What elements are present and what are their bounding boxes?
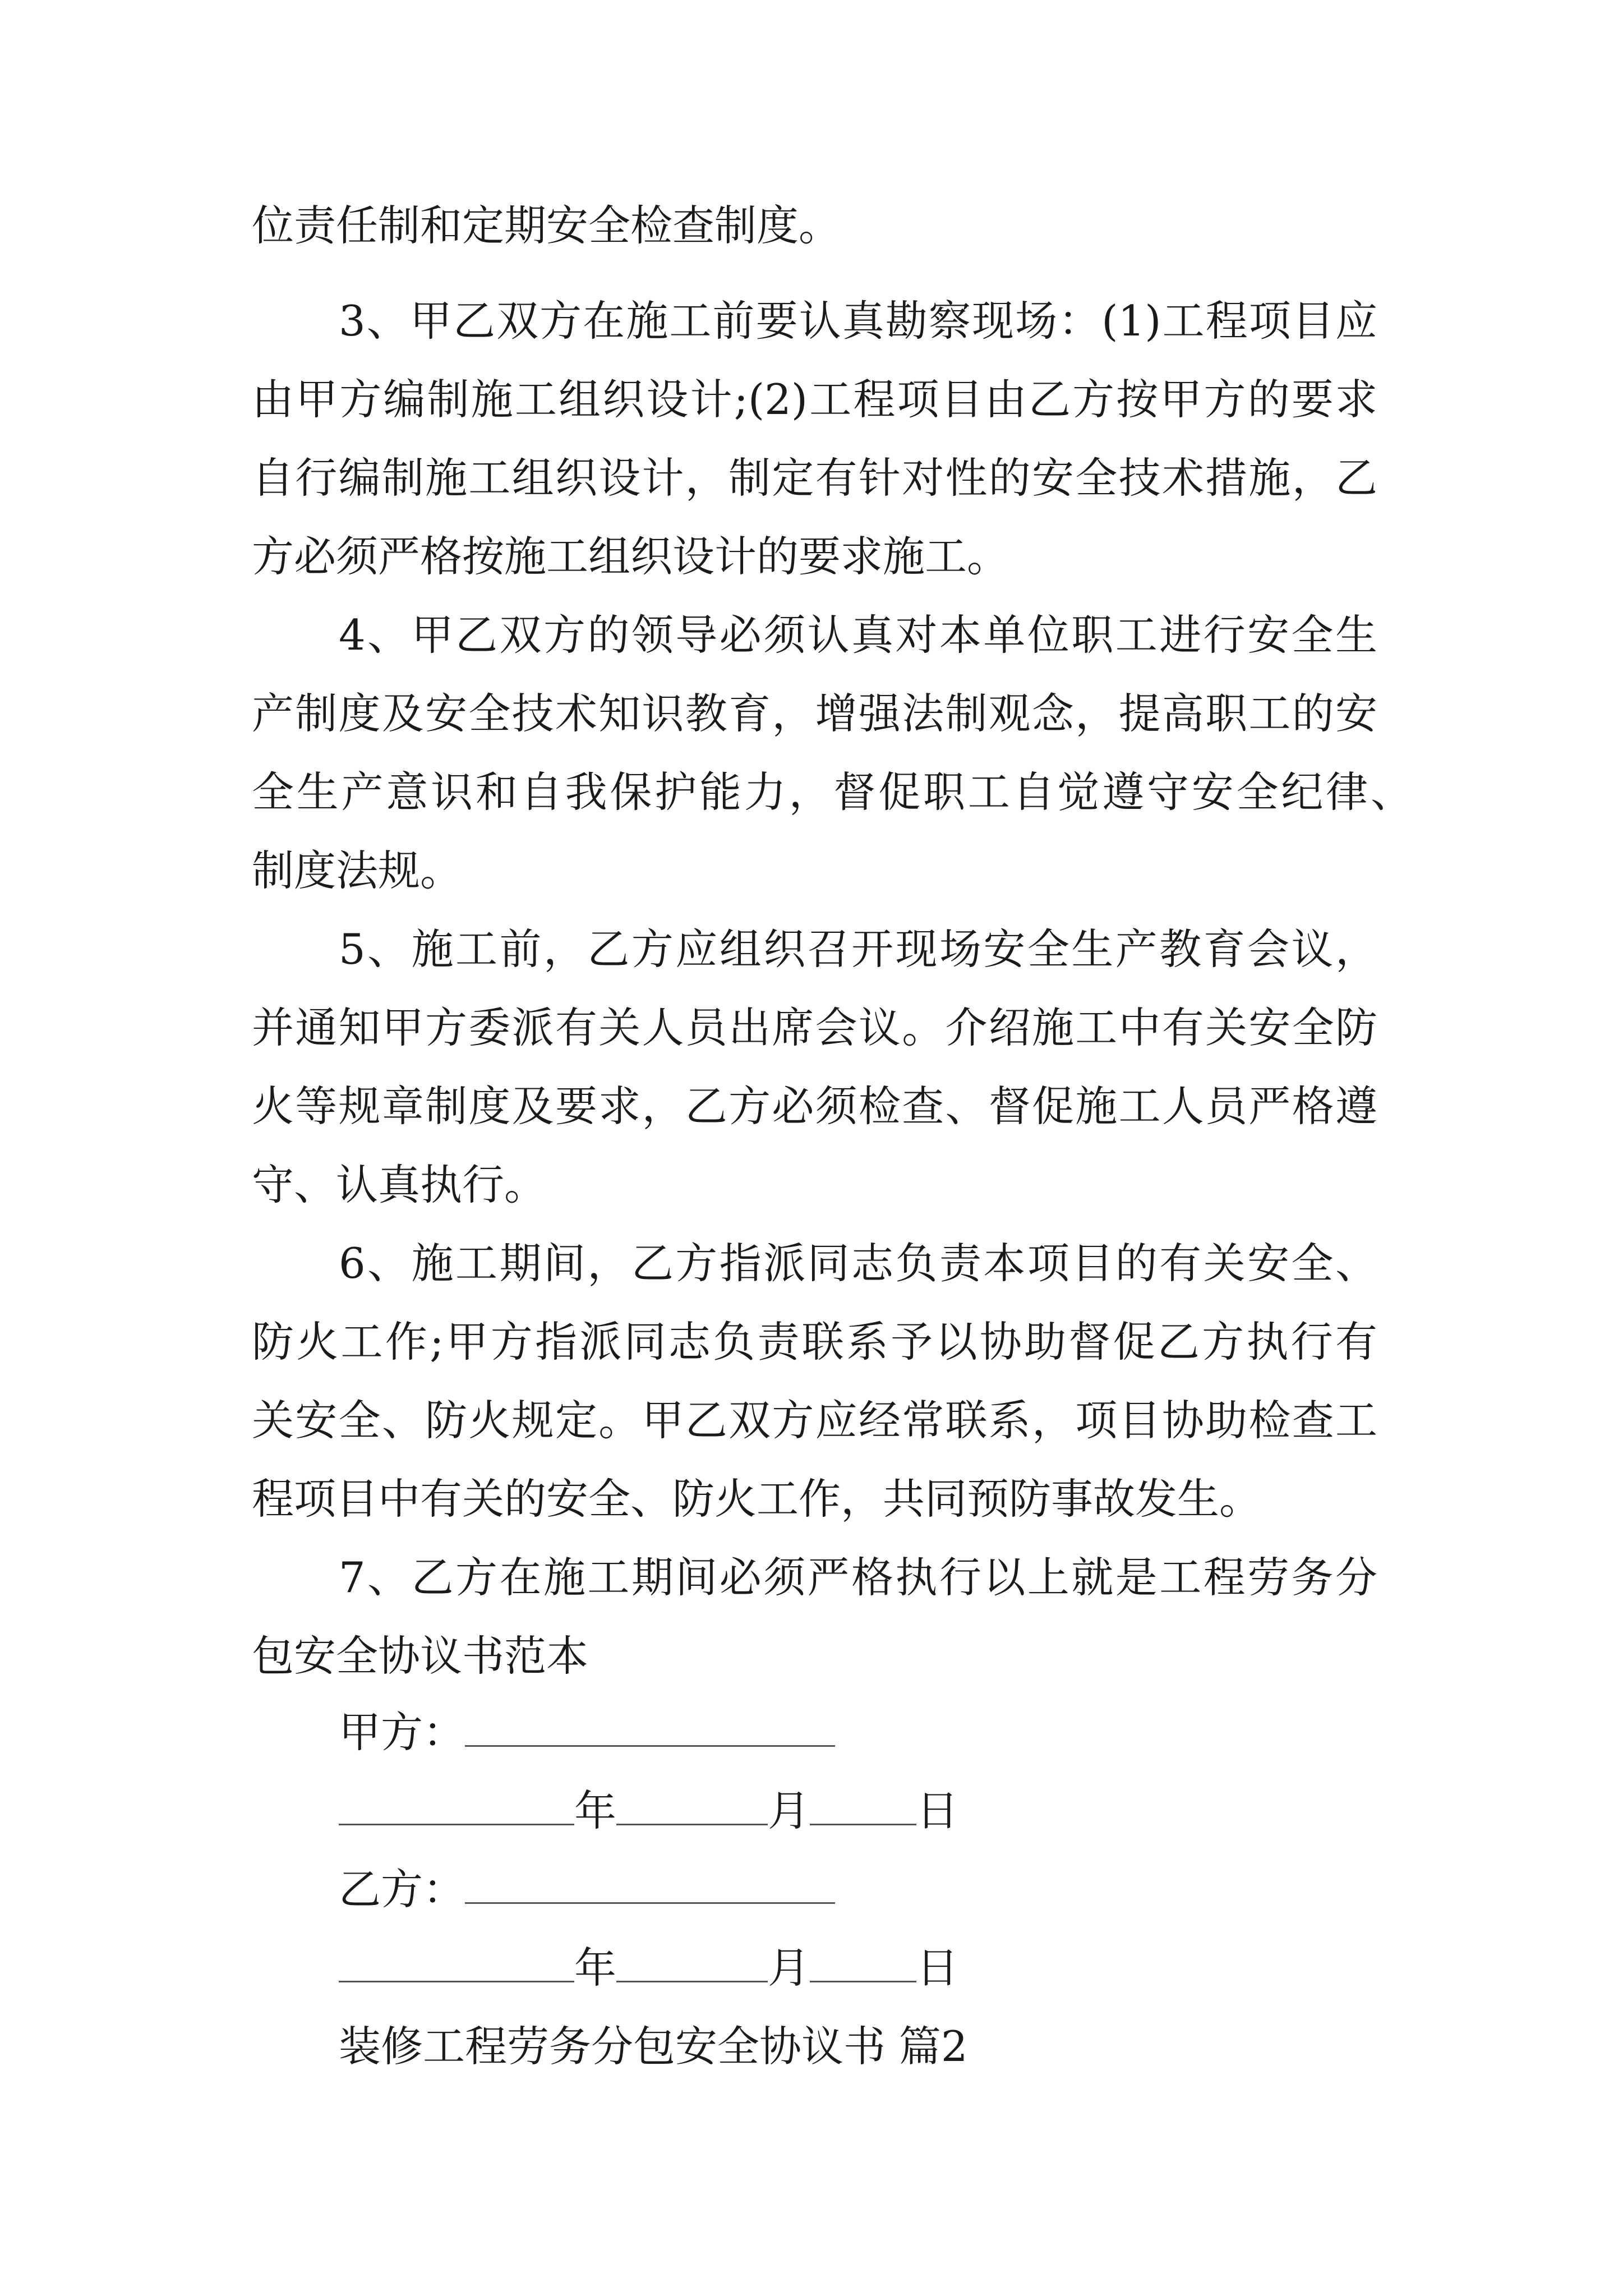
- date-row-b: [339, 1940, 958, 1996]
- line-text: 守、认真执行。: [252, 1160, 547, 1209]
- year-label: 年: [574, 1943, 617, 1993]
- month-blank[interactable]: [616, 1941, 768, 1982]
- line-text: 6、施工期间，乙方指派同志负责本项目的有关安全、: [339, 1239, 1377, 1288]
- paragraph-line: [252, 843, 700, 899]
- day-label: 日: [916, 1943, 959, 1993]
- date-row-a: [339, 1783, 958, 1839]
- paragraph-line: [339, 293, 1377, 349]
- month-blank[interactable]: [616, 1784, 768, 1825]
- line-text: 4、甲乙双方的领导必须认真对本单位职工进行安全生: [339, 610, 1377, 660]
- party-a-label: 甲方：: [339, 1708, 465, 1757]
- line-text: 火等规章制度及要求，乙方必须检查、督促施工人员严格遵: [252, 1082, 1377, 1131]
- line-text: 5、施工前，乙方应组织召开现场安全生产教育会议，: [339, 924, 1377, 974]
- year-blank[interactable]: [339, 1941, 574, 1982]
- month-label: 月: [768, 1943, 810, 1993]
- year-label: 年: [574, 1786, 617, 1835]
- line-text: 防火工作;甲方指派同志负责联系予以协助督促乙方执行有: [252, 1317, 1377, 1366]
- line-text: 包安全协议书范本: [252, 1631, 589, 1681]
- line-text: 并通知甲方委派有关人员出席会议。介绍施工中有关安全防: [252, 1003, 1377, 1052]
- month-label: 月: [768, 1786, 810, 1835]
- day-blank[interactable]: [810, 1941, 916, 1982]
- paragraph-line: [339, 607, 1377, 663]
- line-text: 由甲方编制施工组织设计;(2)工程项目由乙方按甲方的要求: [252, 375, 1377, 424]
- year-blank[interactable]: [339, 1784, 574, 1825]
- paragraph-line: [252, 764, 1413, 820]
- line-text: 全生产意识和自我保护能力，督促职工自觉遵守安全纪律、: [252, 767, 1413, 817]
- paragraph-line: [252, 1471, 1317, 1527]
- party-b-blank[interactable]: [465, 1863, 835, 1904]
- paragraph-line: [252, 1078, 1377, 1134]
- line-text: 自行编制施工组织设计，制定有针对性的安全技术措施，乙: [252, 453, 1377, 503]
- next-title-text: 装修工程劳务分包安全协议书 篇2: [339, 2022, 968, 2071]
- paragraph-line: [252, 1157, 757, 1213]
- paragraph-line: [252, 197, 1093, 254]
- line-text: 方必须严格按施工组织设计的要求施工。: [252, 532, 1009, 581]
- day-label: 日: [916, 1786, 959, 1835]
- paragraph-line: [252, 1000, 1377, 1056]
- day-blank[interactable]: [810, 1784, 916, 1825]
- paragraph-line: [252, 1314, 1377, 1370]
- line-text: 关安全、防火规定。甲乙双方应经常联系，项目协助检查工: [252, 1396, 1377, 1445]
- paragraph-line: [252, 371, 1377, 427]
- paragraph-line: [252, 1628, 925, 1684]
- line-text: 制度法规。: [252, 846, 463, 895]
- line-text: 3、甲乙双方在施工前要认真勘察现场：(1)工程项目应: [339, 296, 1377, 346]
- line-text: 位责任制和定期安全检查制度。: [252, 201, 841, 250]
- line-text: 程项目中有关的安全、防火工作，共同预防事故发生。: [252, 1474, 1262, 1524]
- paragraph-line: [252, 685, 1377, 742]
- paragraph-line: [252, 528, 1149, 585]
- line-text: 7、乙方在施工期间必须严格执行以上就是工程劳务分: [339, 1553, 1377, 1602]
- paragraph-line: [339, 1235, 1377, 1291]
- party-b-label: 乙方：: [339, 1865, 465, 1914]
- paragraph-line: [339, 1549, 1377, 1605]
- party-a-blank[interactable]: [465, 1706, 835, 1747]
- paragraph-line: [339, 921, 1377, 977]
- party-a-row: [339, 1704, 835, 1760]
- paragraph-line: [252, 1392, 1377, 1448]
- paragraph-line: [252, 450, 1377, 506]
- line-text: 产制度及安全技术知识教育，增强法制观念，提高职工的安: [252, 689, 1377, 738]
- next-section-title: [339, 2018, 968, 2074]
- party-b-row: [339, 1861, 835, 1917]
